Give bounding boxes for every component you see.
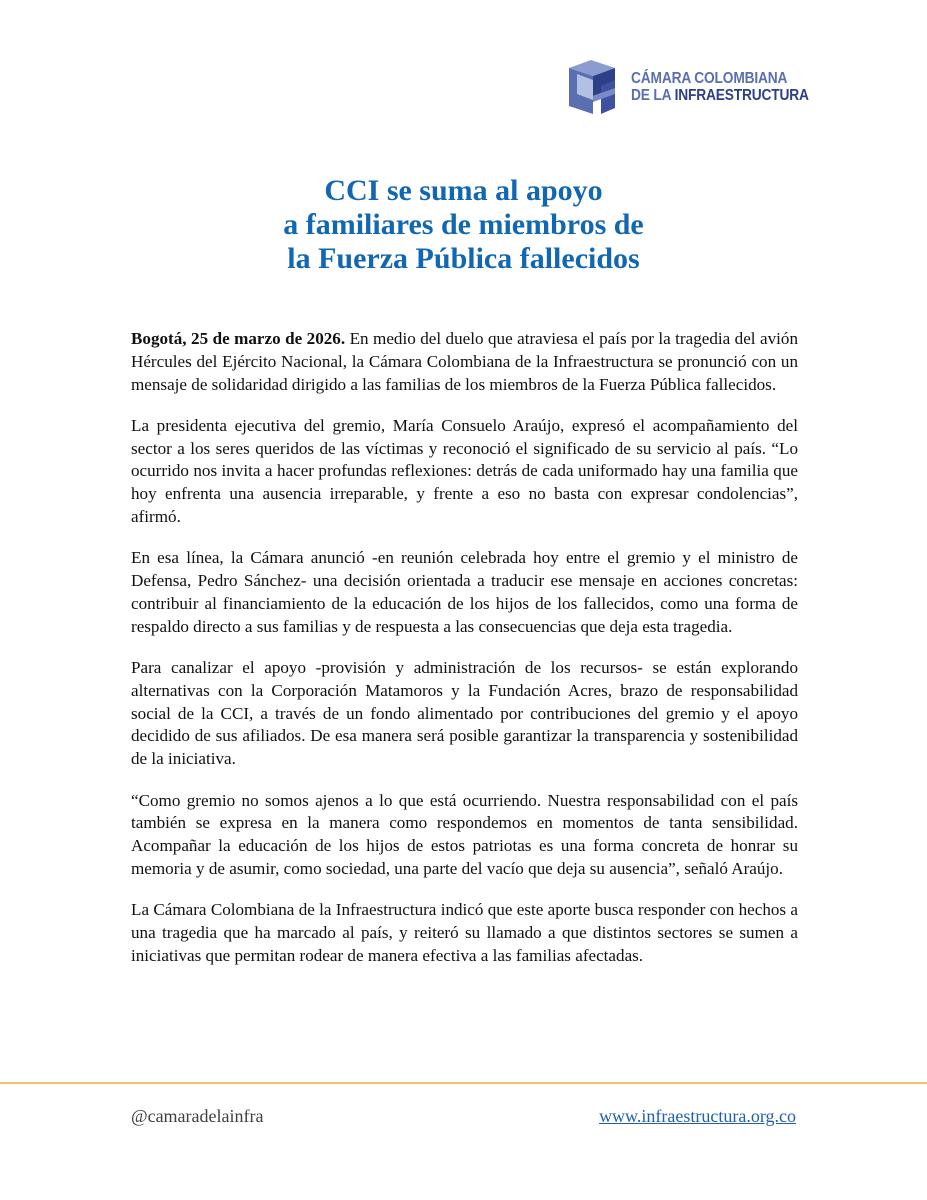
footer-divider bbox=[0, 1082, 927, 1084]
press-release-body bbox=[131, 328, 798, 986]
title-line-3: la Fuerza Pública fallecidos bbox=[287, 242, 640, 275]
paragraph-2: La presidenta ejecutiva del gremio, María Consuelo Araújo, expresó el acompañamiento del sector a los seres queridos de las víctimas y reconoció el significado de su servicio al país. “Lo ocurrido nos invita a hacer profundas reflexiones: detrás de cada uniformado hay una familia que hoy enfrenta una ausencia irreparable, y frente a eso no basta con expresar condolencias”, afirmó. bbox=[131, 415, 798, 527]
logo-line-2 bbox=[631, 87, 809, 104]
paragraph-6: La Cámara Colombiana de la Infraestructura indicó que este aporte busca responder con hechos a una tragedia que ha marcado al país, y reiteró su llamado a que distintos sectores se sumen a iniciativas que permitan rodear de manera efectiva a las familias afectadas. bbox=[131, 900, 798, 965]
paragraph-3: En esa línea, la Cámara anunció -en reunión celebrada hoy entre el gremio y el ministro de Defensa, Pedro Sánchez- una decisión orientada a traducir ese mensaje en acciones concretas: contribuir al financiamiento de la educación de los hijos de los fallecidos, como una forma de respaldo directo a sus familias y de respuesta a las consecuencias que deja esta tragedia. bbox=[131, 548, 798, 636]
paragraph-4: Para canalizar el apoyo -provisión y administración de los recursos- se están explorando alternativas con la Corporación Matamoros y la Fundación Acres, brazo de responsabilidad social de la CCI, a través de un fondo alimentado por contribuciones del gremio y el apoyo decidido de sus afiliados. De esa manera será posible garantizar la transparencia y sostenibilidad de la iniciativa. bbox=[131, 658, 798, 769]
logo-line-2-part-1: DE LA bbox=[631, 87, 675, 104]
cci-logo-icon bbox=[563, 58, 621, 116]
logo-line-1: CÁMARA COLOMBIANA bbox=[631, 70, 788, 87]
logo-line-2-part-2: INFRAESTRUCTURA bbox=[674, 87, 809, 104]
paragraph-5: “Como gremio no somos ajenos a lo que está ocurriendo. Nuestra responsabilidad con el país también se expresa en la manera como respondemos en momentos de tanta sensibilidad. Acompañar la educación de los hijos de estos patriotas es una forma concreta de honrar su memoria y de asumir, como sociedad, una parte del vacío que deja su ausencia”, señaló Araújo. bbox=[131, 790, 798, 878]
paragraph-1-text: En medio del duelo que atraviesa el país por la tragedia del avión Hércules del Ejército Nacional, la Cámara Colombiana de la Infraestructura se pronunció con un mensaje de solidaridad dirigido a las familias de los miembros de la Fuerza Pública fallecidos. bbox=[131, 329, 798, 394]
title-line-2: a familiares de miembros de bbox=[283, 208, 644, 241]
footer-social-handle[interactable]: @camaradelainfra bbox=[131, 1106, 264, 1126]
footer-website-link[interactable]: www.infraestructura.org.co bbox=[599, 1106, 796, 1126]
logo-wordmark bbox=[631, 70, 809, 104]
dateline: Bogotá, 25 de marzo de 2026. bbox=[131, 329, 346, 348]
title-line-1: CCI se suma al apoyo bbox=[324, 174, 603, 207]
press-release-title bbox=[0, 174, 927, 276]
paragraph-1 bbox=[131, 328, 798, 396]
organization-logo bbox=[563, 58, 809, 116]
